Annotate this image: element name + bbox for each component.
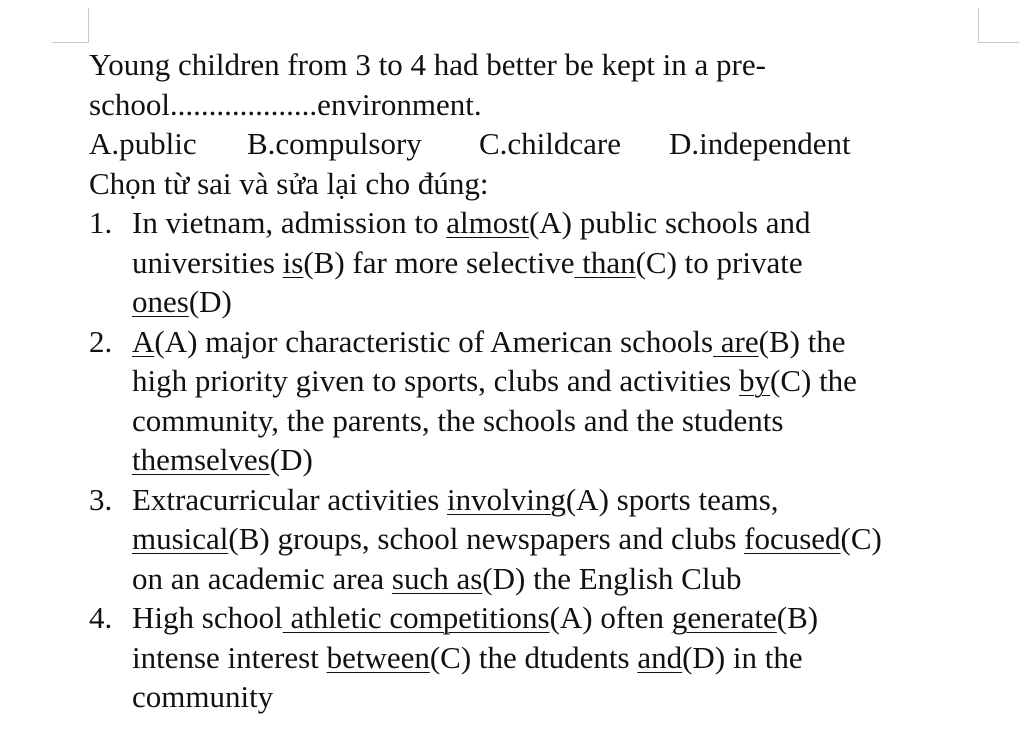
question-line <box>132 480 989 520</box>
question-line <box>132 559 989 599</box>
underlined-option-d: themselves <box>132 442 270 477</box>
text-segment: (B) far more selective <box>303 244 575 280</box>
question-line <box>132 203 989 243</box>
text-segment: In vietnam, admission to <box>132 205 447 240</box>
underlined-option-b: generate <box>671 600 777 635</box>
text-segment: community <box>132 679 274 714</box>
underlined-option-a: involving <box>447 481 566 517</box>
question-2 <box>89 322 989 480</box>
question-line <box>132 677 989 717</box>
underlined-option-d: and <box>637 639 683 675</box>
underlined-option-d: ones <box>132 284 189 319</box>
question-line <box>132 440 989 480</box>
underlined-option-a: almost <box>446 205 529 240</box>
option-a: A.public <box>89 126 197 161</box>
text-segment: (D) the English Club <box>482 560 742 596</box>
intro-line-2: school...................environment. <box>89 86 482 122</box>
question-line <box>132 243 989 283</box>
text-segment: (C) to private <box>635 244 803 280</box>
underlined-option-b: are <box>713 323 759 359</box>
text-segment: universities <box>132 244 283 280</box>
text-segment: (C) the dtudents <box>429 639 638 675</box>
text-segment: community, the parents, the schools and the students <box>132 402 784 438</box>
text-segment: (B) <box>776 600 819 635</box>
text-segment: high priority given to sports, clubs and activities <box>132 363 739 398</box>
text-segment: Extracurricular activities <box>132 481 448 517</box>
page-margin-corner-right <box>978 8 1019 43</box>
text-segment: (B) groups, school newspapers and clubs <box>228 521 745 556</box>
text-segment: (D) <box>269 442 313 477</box>
text-segment: (A) public schools and <box>528 205 811 240</box>
question-number: 1. <box>89 205 113 240</box>
text-segment: on an academic area <box>132 560 392 596</box>
underlined-option-b: musical <box>132 521 229 556</box>
answer-options <box>89 124 989 164</box>
page-margin-corner-left <box>52 8 89 43</box>
text-segment: (A) sports teams, <box>565 481 779 517</box>
question-line <box>132 282 989 322</box>
question-1 <box>89 203 989 322</box>
question-number: 2. <box>89 323 113 359</box>
text-segment: (A) often <box>549 600 672 635</box>
underlined-option-a: athletic competitions <box>282 600 550 635</box>
text-segment: intense interest <box>132 639 327 675</box>
question-3 <box>89 480 989 599</box>
underlined-option-c: focused <box>744 521 841 556</box>
text-segment: (C) the <box>770 363 857 398</box>
text-segment: High school <box>132 600 283 635</box>
option-d: D.independent <box>669 126 851 161</box>
option-b: B.compulsory <box>247 126 422 161</box>
underlined-option-a: A <box>132 323 155 359</box>
underlined-option-c: by <box>739 363 770 398</box>
question-number: 3. <box>89 481 113 517</box>
text-segment: (B) the <box>758 323 846 359</box>
underlined-option-c: than <box>574 244 636 280</box>
underlined-option-c: between <box>326 639 430 675</box>
question-line <box>132 519 989 559</box>
text-segment: (D) <box>188 284 232 319</box>
underlined-option-d: such as <box>391 560 483 596</box>
question-line <box>132 598 989 638</box>
text-segment: (A) major characteristic of American schools <box>154 323 714 359</box>
question-line <box>132 401 989 441</box>
question-number: 4. <box>89 600 113 635</box>
document-body <box>89 45 989 717</box>
question-line <box>132 638 989 678</box>
intro-line-1: Young children from 3 to 4 had better be kept in a pre- <box>89 47 766 82</box>
question-line <box>132 361 989 401</box>
text-segment: (C) <box>840 521 882 556</box>
text-segment: (D) in the <box>682 639 803 675</box>
instruction: Chọn từ sai và sửa lại cho đúng: <box>89 165 489 201</box>
question-line <box>132 322 989 362</box>
option-c: C.childcare <box>479 126 622 161</box>
underlined-option-b: is <box>282 244 304 280</box>
question-4 <box>89 598 989 717</box>
